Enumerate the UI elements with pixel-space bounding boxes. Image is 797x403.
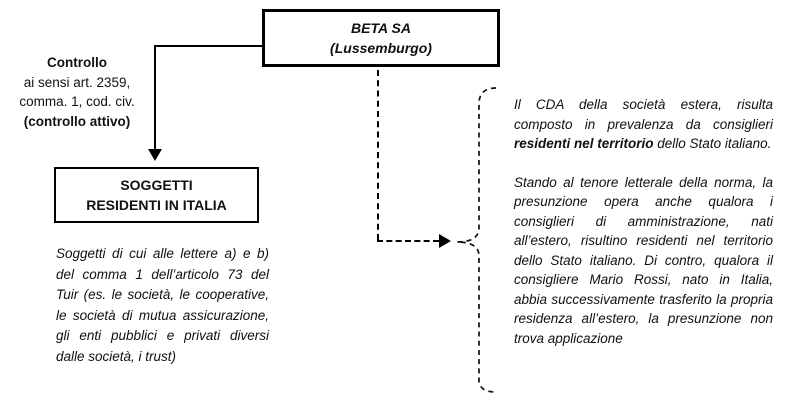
connector-solid-vertical [154,45,156,149]
soggetti-note: Soggetti di cui alle lettere a) e b) del comma 1 dell’articolo 73 del Tuir (es. le società, le cooperative, le società di mutua assicurazione, gli enti pubblici e privati diversi dalle società, i trust) [56,246,269,364]
control-label [2,53,152,131]
control-label-line1: Controllo [47,55,107,70]
curly-brace-icon [450,84,502,396]
cda-note [514,95,773,348]
soggetti-line1: SOGGETTI [120,177,193,193]
cda-note-p1-bold: residenti nel territorio [514,136,654,151]
control-label-line3: comma. 1, cod. civ. [19,94,135,109]
cda-note-p1-tail: dello Stato italiano. [653,136,772,151]
node-beta-sa [262,9,500,67]
cda-note-paragraph-1 [514,95,773,154]
arrowhead-down-icon [148,149,162,161]
cda-note-p1-text: Il CDA della società estera, risulta composto in prevalenza da consiglieri [514,97,773,132]
connector-solid-horizontal [154,45,262,47]
beta-sa-name: BETA SA [351,20,411,36]
beta-sa-country: (Lussemburgo) [330,40,432,56]
soggetti-line2: RESIDENTI IN ITALIA [86,197,227,213]
node-soggetti-residenti [54,167,259,223]
connector-dashed-horizontal [377,240,439,242]
control-label-line4: (controllo attivo) [23,113,131,129]
control-label-line2: ai sensi art. 2359, [23,74,131,90]
connector-dashed-vertical [377,70,379,240]
cda-note-paragraph-2: Stando al tenore letterale della norma, la presunzione opera anche qualora i consiglieri di amministrazione, nati all’estero, risultino residenti nel territorio dello Stato italiano. Di contro, qualora il consigliere Mario Rossi, nato in Italia, abbia successivamente trasferito la propria residenza all’estero, la presunzione non trova applicazione [514,174,773,346]
